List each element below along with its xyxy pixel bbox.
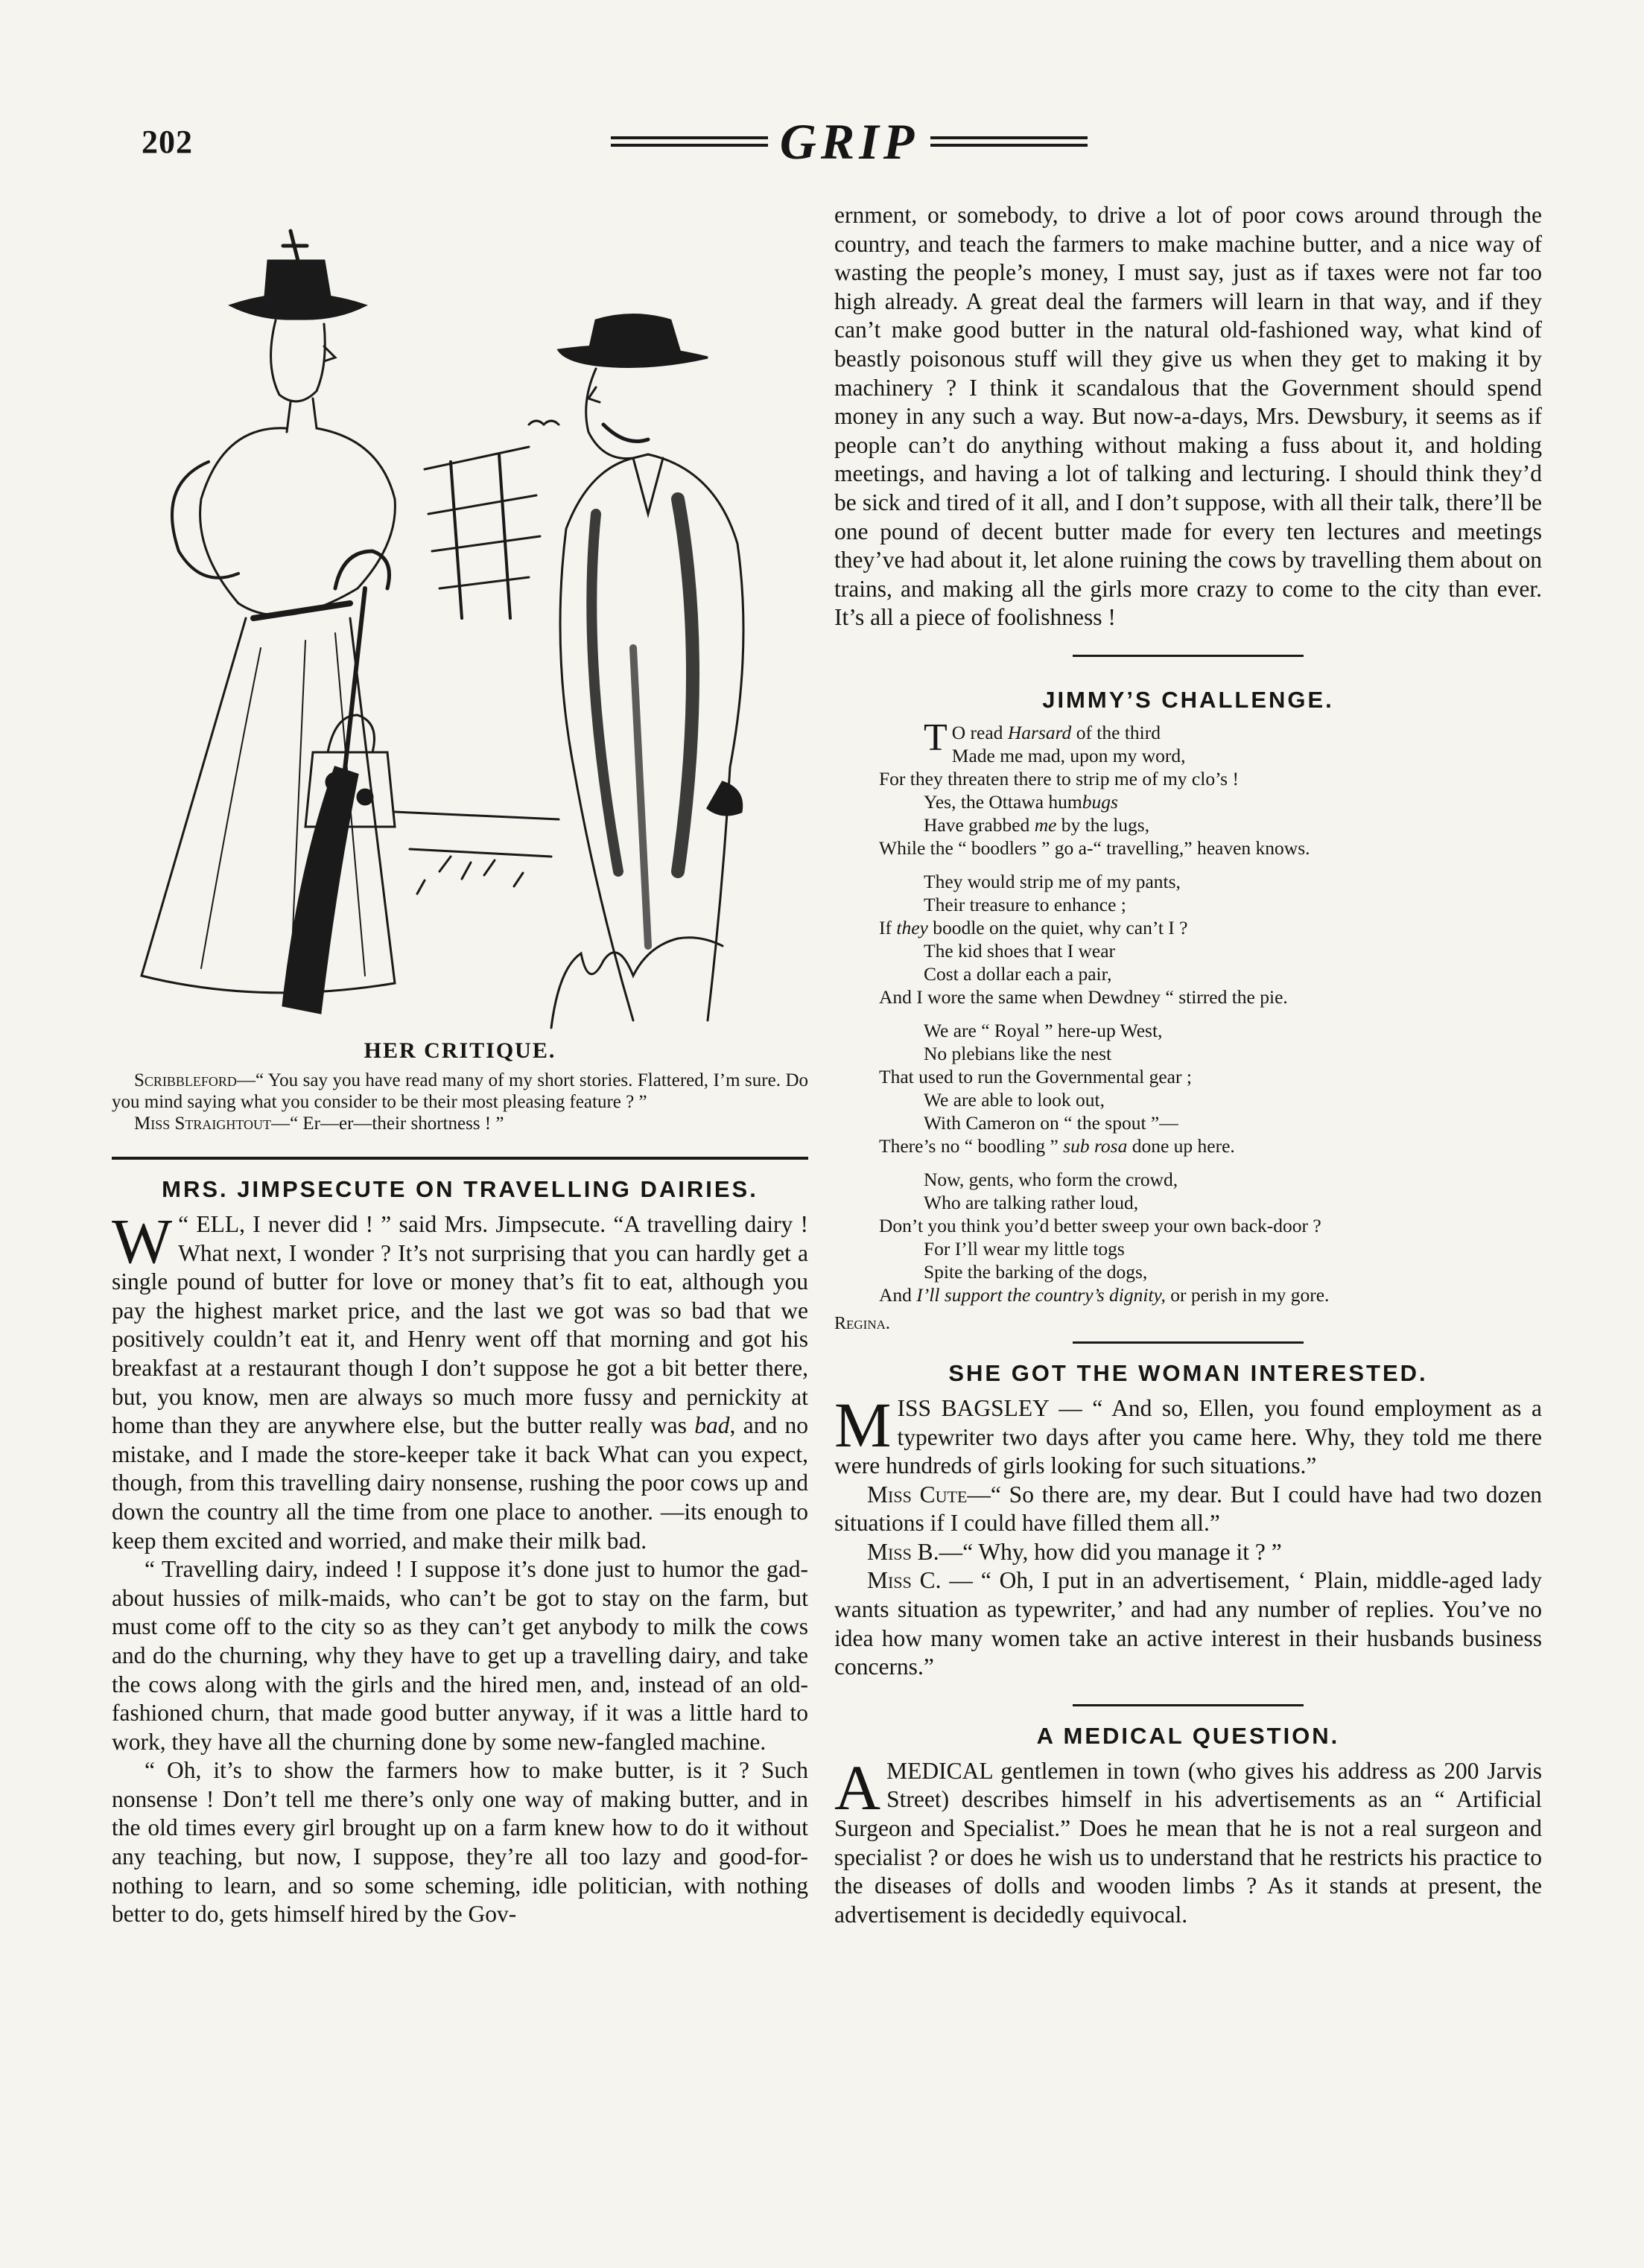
- masthead-title: GRIP: [779, 113, 919, 170]
- page-number: 202: [142, 124, 193, 160]
- p-text: ISS BAGSLEY — “ And so, Ellen, you found employment as a typewriter two days after you came here. Why, they told me there were hundreds of girls looking for such situations.”: [834, 1394, 1542, 1479]
- her-critique-text: [112, 1070, 808, 1134]
- poem-stanza-2: [879, 870, 1542, 1008]
- jimmys-challenge-poem: [879, 716, 1542, 1306]
- poem-line: With Cameron on “ the spout ”—: [924, 1111, 1178, 1134]
- poem-line: And I wore the same when Dewdney “ stirred the pie.: [879, 985, 1288, 1008]
- right-column: [834, 201, 1542, 1929]
- poem-text: And: [879, 1283, 917, 1306]
- poem-text: by the lugs,: [1056, 813, 1150, 836]
- poem-line: No plebians like the nest: [924, 1042, 1112, 1064]
- mrs-jimpsecute-paragraph-2: “ Travelling dairy, indeed ! I suppose it’s done just to humor the gad-about hussies of milk-maids, who can’t be got to stay on the farm, but must come off to the city so as they can’t get anybody to milk the cows and do the churning, why they have to get up a travelling dairy, and take the cows along with the girls and the hired men, and, instead of an old-fashioned churn, that made good butter anyway, if it was a little hard to work, they have all the churning done by some new-fangled machine.: [112, 1556, 808, 1755]
- poem-line: For I’ll wear my little togs: [924, 1237, 1125, 1260]
- mrs-jimpsecute-title: MRS. JIMPSECUTE ON TRAVELLING DAIRIES.: [162, 1176, 758, 1202]
- dropcap-t: T: [924, 716, 948, 759]
- mrs-jimpsecute-article: [112, 1205, 808, 1929]
- speaker-miss-c: Miss C.: [867, 1567, 942, 1594]
- poem-line: Their treasure to enhance ;: [924, 893, 1126, 915]
- poem-line: While the “ boodlers ” go a-“ travelling,” heaven knows.: [879, 836, 1310, 859]
- her-critique-dialogue-2: —“ Er—er—their shortness ! ”: [271, 1114, 504, 1134]
- p-text: MEDICAL gentlemen in town (who gives his address as 200 Jarvis Street) describes himself in his advertisements as an “ Artificial Surgeon and Specialist.” Does he mean that he is not a real surgeon and specialist ? or does he wish us to understand that he restricts his practice to the diseases of dolls and wooden limbs ? As it stands at present, the advertisement is decidedly equivocal.: [834, 1757, 1542, 1928]
- poem-emphasis: sub rosa: [1063, 1134, 1128, 1157]
- poem-line: [879, 790, 1542, 813]
- poem-emphasis: me: [1034, 813, 1057, 836]
- poem-text: done up here.: [1127, 1134, 1235, 1157]
- p1-emphasis: bad: [694, 1412, 730, 1439]
- mrs-jimpsecute-continued: [834, 201, 1542, 632]
- poem-text: or perish in my gore.: [1165, 1283, 1330, 1306]
- woman-interested-paragraph-1: [834, 1388, 1542, 1481]
- poem-line: [879, 1283, 1542, 1306]
- poem-text: If: [879, 916, 897, 938]
- poem-line: [879, 1134, 1542, 1157]
- woman-interested-paragraph-4: [834, 1566, 1542, 1681]
- poem-line: [879, 916, 1542, 939]
- poem-line: Spite the barking of the dogs,: [924, 1260, 1148, 1283]
- her-critique-dialogue-1: —“ You say you have read many of my short stories. Flattered, I’m sure. Do you mind saying what you consider to be their most pleasing feature ? ”: [112, 1070, 808, 1112]
- mrs-jimpsecute-paragraph-4: ernment, or somebody, to drive a lot of poor cows around through the country, and teach the farmers to make machine butter, and a nice way of wasting the people’s money, I must say, just as if taxes were not far too high already. A great deal the farmers will learn in that way, and if they can’t make good butter in the natural old-fashioned way, what kind of beastly poisonous stuff will they give us when they get to making it by machinery ? I think it scandalous that the Government should spend money in any such a way. But now-a-days, Mrs. Dewsbury, it seems as if people can’t do anything without making a fuss about it, and holding meetings, and having a lot of talking and lecturing. I should think they’d be sick and tired of it all, and I don’t suppose, with all their talk, there’ll be one pound of decent butter made for every ten lectures and meetings they’ve had about it, let alone ruining the cows by travelling them about on trains, and making all the girls more crazy to come to the city than ever. It’s all a piece of foolishness !: [834, 202, 1542, 631]
- poem-stanza-4: [879, 1168, 1542, 1306]
- woman-interested-paragraph-2: [834, 1481, 1542, 1538]
- section-divider: [112, 1157, 808, 1160]
- masthead-rule-right: [930, 132, 1088, 151]
- medical-question-article: [834, 1751, 1542, 1930]
- mrs-jimpsecute-paragraph-3: “ Oh, it’s to show the farmers how to make butter, is it ? Such nonsense ! Don’t tell me there’s only one way of making butter, and in the old times every girl brought up on a farm knew how to do it without any teaching, but now, I suppose, they’re all too lazy and good-for-nothing to learn, and so some scheming, idle politician, with nothing better to do, gets himself hired by the Gov-: [112, 1757, 808, 1928]
- her-critique-title: HER CRITIQUE.: [364, 1038, 556, 1063]
- medical-question-paragraph: [834, 1751, 1542, 1930]
- poem-emphasis: bugs: [1082, 790, 1118, 813]
- section-divider: [1073, 1704, 1304, 1706]
- poem-stanza-1: [879, 716, 1542, 860]
- poem-line: They would strip me of my pants,: [924, 870, 1181, 892]
- poem-text: Yes, the Ottawa hum: [924, 790, 1082, 813]
- mrs-jimpsecute-paragraph-1: [112, 1205, 808, 1555]
- left-column: [112, 201, 808, 1929]
- woman-interested-title: SHE GOT THE WOMAN INTERESTED.: [948, 1359, 1428, 1386]
- p1-text-end: , and no mistake, and I made the store-keeper take it back What can you expect, though, from this travelling dairy nonsense, rushing the poor cows up and down the country all the time from one place to another. —its enough to keep them excited and worried, and make their milk bad.: [112, 1412, 808, 1554]
- her-critique-line-2: [112, 1113, 808, 1134]
- speaker-scribbleford: Scribbleford: [134, 1070, 237, 1090]
- p-text: — “ Oh, I put in an advertisement, ‘ Plain, middle-aged lady wants situation as typewriter,’ and had any number of replies. You’ve no idea how many women take an active interest in their husbands business concerns.”: [834, 1567, 1542, 1680]
- section-divider: [1073, 1341, 1304, 1344]
- p-text: —“ So there are, my dear. But I could have had two dozen situations if I could have filled them all.”: [834, 1481, 1542, 1537]
- dropcap-w: W: [112, 1205, 173, 1277]
- cartoon-two-figures-icon: [112, 201, 808, 1035]
- poem-text: Have grabbed: [924, 813, 1035, 836]
- poem-signature: Regina.: [834, 1313, 890, 1333]
- poem-text: O read: [951, 721, 1008, 743]
- poem-line: The kid shoes that I wear: [924, 939, 1116, 962]
- poem-text: of the third: [1071, 721, 1161, 743]
- poem-text: There’s no “ boodling ”: [879, 1134, 1064, 1157]
- jimmys-challenge-title: JIMMY’S CHALLENGE.: [1042, 686, 1334, 713]
- poem-emphasis: Harsard: [1007, 721, 1072, 743]
- section-divider: [1073, 655, 1304, 657]
- poem-emphasis: I’ll support the country’s dignity,: [916, 1283, 1166, 1306]
- poem-line: We are able to look out,: [924, 1088, 1105, 1111]
- her-critique-line-1: [112, 1070, 808, 1113]
- p1-text: ELL, I never did ! ” said Mrs. Jimpsecute. “A travelling dairy ! What next, I wonder ? It’s not surprising that you can hardly get a single pound of butter for love or money that’s fit to eat, although you pay the highest market price, and the last we got was so bad that we positively couldn’t eat it, and Henry went off that morning and got his breakfast at a restaurant though I don’t suppose he got a bit better there, but, you know, men are always so much more fussy and pernickity at home than they are anywhere else, but the butter really was: [112, 1211, 808, 1439]
- poem-line: Cost a dollar each a pair,: [924, 962, 1112, 985]
- speaker-miss-straightout: Miss Straightout: [134, 1114, 272, 1134]
- poem-emphasis: they: [896, 916, 928, 938]
- cartoon-illustration: [112, 201, 808, 1035]
- speaker-miss-b: Miss B.: [867, 1538, 939, 1565]
- dropcap-a: A: [834, 1751, 881, 1823]
- poem-stanza-3: [879, 1019, 1542, 1157]
- woman-interested-paragraph-3: [834, 1538, 1542, 1567]
- poem-line: Who are talking rather loud,: [924, 1191, 1139, 1213]
- poem-line: Made me mad, upon my word,: [951, 744, 1186, 766]
- p-text: —“ Why, how did you manage it ? ”: [939, 1538, 1282, 1565]
- masthead: [611, 112, 1088, 171]
- open-quote: “: [178, 1211, 197, 1237]
- poem-line: We are “ Royal ” here-up West,: [924, 1019, 1163, 1041]
- dropcap-m: M: [834, 1388, 892, 1461]
- poem-line: That used to run the Governmental gear ;: [879, 1065, 1192, 1087]
- speaker-miss-cute: Miss Cute: [867, 1481, 968, 1508]
- poem-line: [879, 813, 1542, 836]
- poem-line: Don’t you think you’d better sweep your own back-door ?: [879, 1214, 1321, 1236]
- poem-text: boodle on the quiet, why can’t I ?: [927, 916, 1188, 938]
- woman-interested-article: [834, 1388, 1542, 1682]
- poem-line: Now, gents, who form the crowd,: [924, 1168, 1178, 1190]
- poem-line: For they threaten there to strip me of my clo’s !: [879, 767, 1239, 790]
- medical-question-title: A MEDICAL QUESTION.: [1036, 1722, 1340, 1749]
- masthead-rule-left: [611, 132, 768, 151]
